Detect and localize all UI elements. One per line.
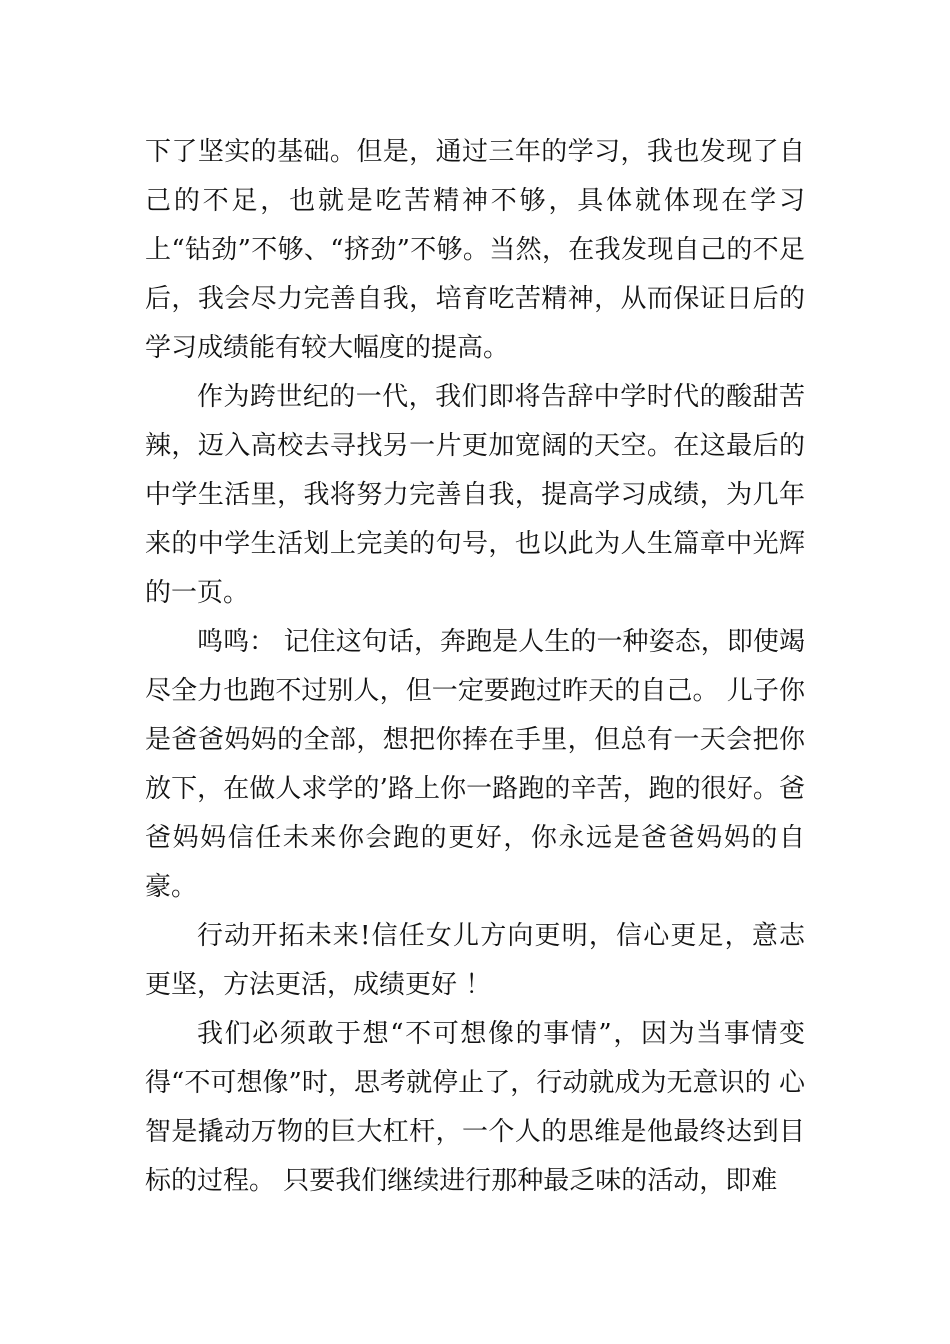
paragraph-1: 下了坚实的基础。但是，通过三年的学习，我也发现了自己的不足，也就是吃苦精神不够，具体就体现在学习上“钻劲”不够、“挤劲”不够。当然，在我发现自己的不足后，我会尽力完善自我，培育吃苦精神，从而保证日后的学习成绩能有较大幅度的提高。 <box>145 137 805 363</box>
paragraph-3: 鸣鸣： 记住这句话，奔跑是人生的一种姿态，即使竭尽全力也跑不过别人，但一定要跑过昨天的自己。 儿子你是爸爸妈妈的全部，想把你捧在手里，但总有一天会把你放下，在做人求学的’路上你一路跑的辛苦，跑的很好。爸爸妈妈信任未来你会跑的更好，你永远是爸爸妈妈的自豪。 <box>145 627 805 902</box>
paragraph-5: 我们必须敢于想“不可想像的事情”，因为当事情变得“不可想像”时，思考就停止了，行动就成为无意识的 心智是撬动万物的巨大杠杆，一个人的思维是他最终达到目标的过程。 只要我们继续进行那种最乏味的活动，即难 <box>145 1019 805 1196</box>
paragraph-4: 行动开拓未来!信任女儿方向更明，信心更足，意志更坚，方法更活，成绩更好 ！ <box>145 921 805 1000</box>
paragraph-2: 作为跨世纪的一代，我们即将告辞中学时代的酸甜苦辣，迈入高校去寻找另一片更加宽阔的天空。在这最后的中学生活里，我将努力完善自我，提高学习成绩，为几年来的中学生活划上完美的句号，也以此为人生篇章中光辉的一页。 <box>145 382 805 608</box>
document-page <box>145 128 805 1206</box>
